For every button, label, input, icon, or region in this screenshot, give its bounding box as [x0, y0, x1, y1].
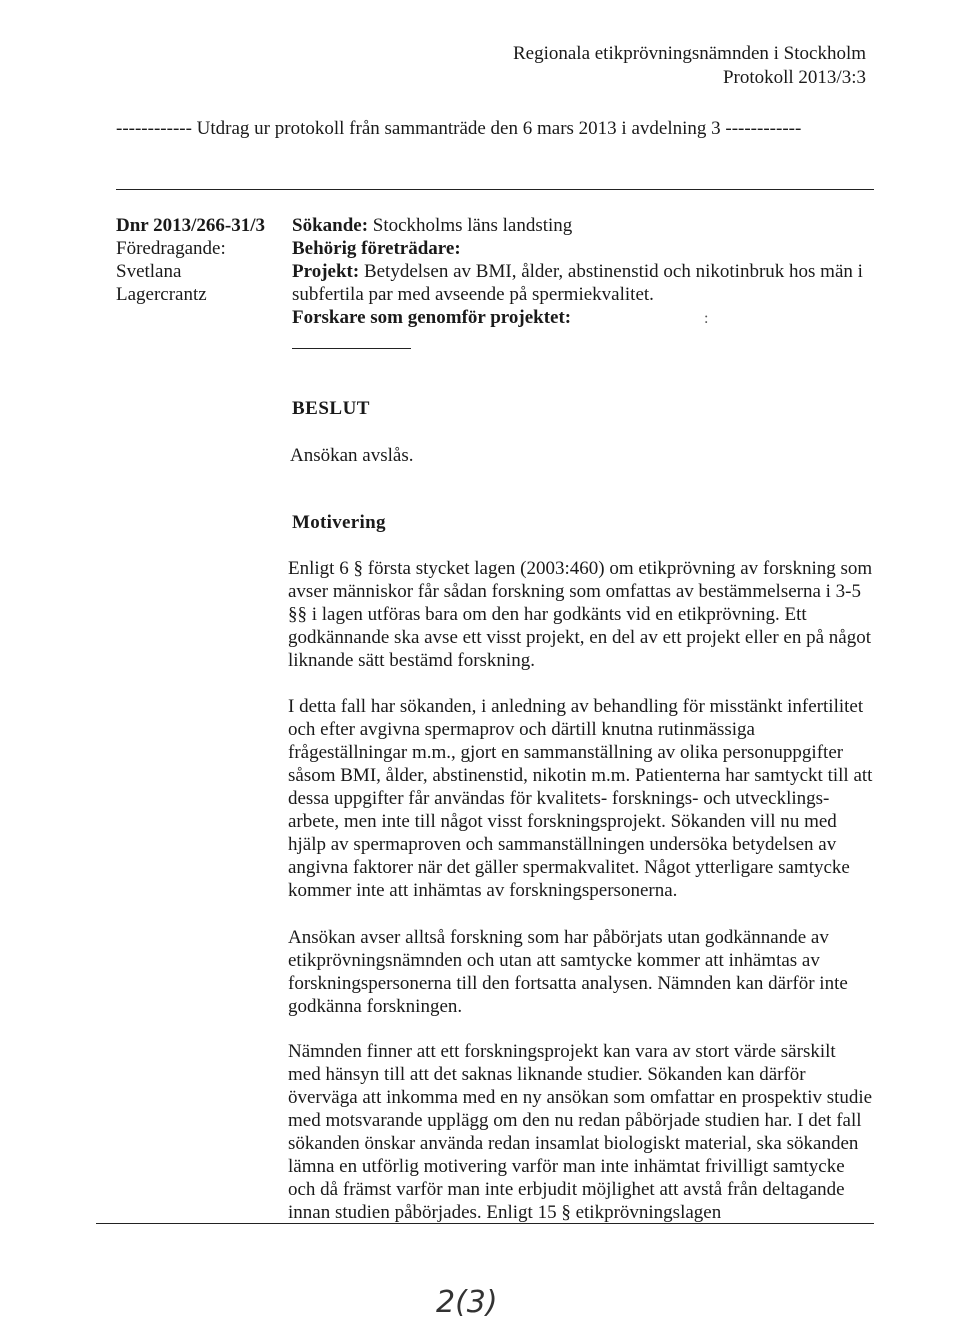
motivation-heading: Motivering: [292, 512, 386, 533]
applicant-value: Stockholms läns landsting: [368, 215, 573, 236]
motivation-paragraph-1: [288, 557, 873, 672]
presenter-first-name: Svetlana: [116, 261, 182, 282]
project-value: Betydelsen av BMI, ålder, abstinenstid och nikotinbruk hos män i subfertila par med avseende på spermiekvalitet.: [292, 261, 863, 305]
representative-row: [292, 237, 872, 260]
paragraph-text: I detta fall har sökanden, i anledning av behandling för misstänkt infertilitet och efter avgivna spermaprov och därtill knutna rutinmässiga frågeställningar m.m., gjort en sammanställning av olika personuppgifter såsom BMI, ålder, abstinenstid, nikotin m.m. Patienterna har samtyckt till att dessa uppgifter får användas för kvalitets- forsknings- och utvecklings-arbete, men inte till något visst forskningsprojekt. Sökanden vill nu med hjälp av spermaproven och sammanställningen undersöka betydelsen av angivna faktorer när det gäller spermakvalitet. Något ytterligare samtycke kommer inte att inhämtas av forskningspersonerna.: [288, 696, 873, 901]
paragraph-text: Ansökan avser alltså forskning som har påbörjats utan godkännande av etikprövningsnämnden och utan att samtycke kommer att inhämtas av forskningspersonerna till den fortsatta analysen. Nämnden kan därför inte godkänna forskningen.: [288, 927, 848, 1017]
project-label: Projekt:: [292, 261, 360, 282]
protocol-number: Protokoll 2013/3:3: [722, 67, 866, 88]
motivation-paragraph-3: [288, 926, 873, 1018]
handwritten-page-number: [432, 1278, 528, 1322]
project-row: [292, 260, 872, 306]
document-header: [513, 42, 866, 90]
stray-mark: :: [704, 310, 709, 327]
paragraph-text: Nämnden finner att ett forskningsprojekt kan vara av stort värde särskilt med hänsyn till att det saknas liknande studier. Sökanden kan därför överväga att inkomma med en ny ansökan som omfattar en prospektiv studie med motsvarande upplägg om den nu redan påbörjade studien har. I det fall sökanden önskar använda redan insamlat biologiskt material, ska sökanden lämna en utförlig motivering varför man inte inhämtat frivilligt samtycke och då främst varför man inte erbjudit möjlighet att avstå från deltagande innan studien påbörjades. Enligt 15 § etikprövningslagen: [288, 1041, 873, 1223]
presenter-last-name: Lagercrantz: [116, 284, 207, 305]
page-number-text: 2(3): [436, 1285, 498, 1320]
top-divider: [116, 189, 874, 190]
representative-label: Behörig företrädare:: [292, 238, 461, 259]
bottom-divider: [96, 1223, 874, 1224]
organization-name: Regionala etikprövningsnämnden i Stockholm: [512, 43, 866, 64]
case-number: Dnr 2013/266-31/3: [116, 215, 266, 236]
section-divider: [292, 348, 411, 349]
applicant-row: [292, 214, 872, 237]
paragraph-text: Enligt 6 § första stycket lagen (2003:460) om etikprövning av forskning som avser människor får sådan forskning som omfattas av bestämmelserna i 3-5 §§ i lagen utföras bara om den har godkänts vid en etikprövning. Ett godkännande ska avse ett visst projekt, en del av ett projekt eller en på något liknande sätt bestämd forskning.: [288, 558, 873, 671]
presenter-label: Föredragande:: [116, 238, 226, 259]
researcher-row: [292, 306, 872, 329]
protocol-extract-line: ------------ Utdrag ur protokoll från sammanträde den 6 mars 2013 i avdelning 3 ------------: [116, 118, 802, 139]
motivation-paragraph-4: [288, 1040, 873, 1224]
case-details: [292, 214, 872, 329]
motivation-paragraph-2: [288, 695, 873, 902]
researcher-label: Forskare som genomför projektet:: [292, 307, 572, 328]
decision-heading: BESLUT: [292, 398, 370, 419]
decision-text: Ansökan avslås.: [290, 445, 414, 466]
applicant-label: Sökande:: [292, 215, 369, 236]
case-info: [116, 214, 265, 306]
